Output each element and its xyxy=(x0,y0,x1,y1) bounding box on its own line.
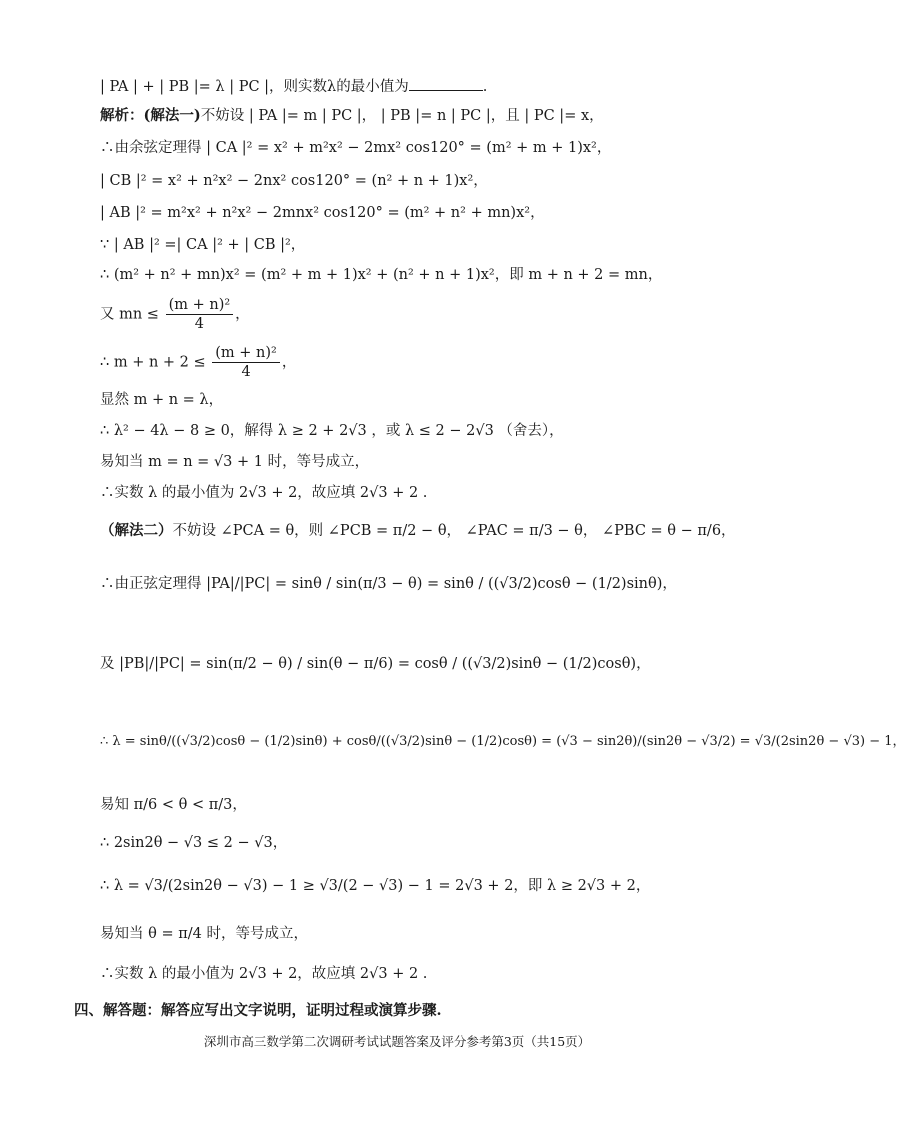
text: ∴由正弦定理得 |PA|/|PC| = sinθ / sin(π/3 − θ) = sinθ / ((√3/2)cosθ − (1/2)sinθ)， xyxy=(100,576,677,592)
denominator: 4 xyxy=(241,364,251,380)
text: . xyxy=(482,79,488,95)
pythagoras-line xyxy=(100,235,305,255)
text: 四、解答题：解答应写出文字说明，证明过程或演算步骤. xyxy=(74,1002,442,1019)
text: ， xyxy=(235,306,250,323)
text: 显然 m + n = λ， xyxy=(100,392,224,408)
quadratic-solve xyxy=(100,421,564,441)
solution2-intro xyxy=(100,521,736,541)
conclusion-2 xyxy=(100,964,427,984)
cosine-law-ab xyxy=(100,203,545,223)
text: 易知当 m = n = √3 + 1 时，等号成立， xyxy=(100,454,370,470)
text: | CB |² = x² + n²x² − 2nx² cos120° = (n² + n + 1)x²， xyxy=(100,173,488,189)
numerator: (m + n)² xyxy=(212,344,280,363)
sin-bound xyxy=(100,833,287,853)
text: ∴ m + n + 2 ≤ xyxy=(100,354,206,371)
text: 易知当 θ = π/4 时，等号成立， xyxy=(100,926,308,942)
lambda-def xyxy=(100,390,223,410)
text: ， xyxy=(281,354,297,371)
lambda-expression xyxy=(100,731,906,752)
cosine-law-cb xyxy=(100,171,488,191)
text: | AB |² = m²x² + n²x² − 2mnx² cos120° = (m² + n² + mn)x²， xyxy=(100,205,545,221)
equality-case-2 xyxy=(100,924,308,944)
theta-range xyxy=(100,795,247,815)
fraction xyxy=(166,296,234,333)
text: 又 mn ≤ xyxy=(100,306,159,323)
denominator: 4 xyxy=(194,316,204,332)
text: ∴实数 λ 的最小值为 2√3 + 2，故应填 2√3 + 2 . xyxy=(100,485,428,501)
text: ∴ λ = sinθ/((√3/2)cosθ − (1/2)sinθ) + cosθ/((√3/2)sinθ − (1/2)cosθ) = (√3 − sin2θ)/(sin2θ − √3/2) = √3/(2sin2θ − √3) − 1， xyxy=(100,734,906,749)
text: ∴ (m² + n² + mn)x² = (m² + m + 1)x² + (n² + n + 1)x²，即 m + n + 2 = mn， xyxy=(100,267,663,283)
text: ∴ 2sin2θ − √3 ≤ 2 − √3， xyxy=(100,835,288,851)
text: ∵ | AB |² =| CA |² + | CB |²， xyxy=(100,237,306,253)
text: ∴由余弦定理得 | CA |² = x² + m²x² − 2mx² cos120° = (m² + m + 1)x²， xyxy=(100,140,612,156)
equation-mn xyxy=(100,265,662,285)
solution-label: 解析：(解法一) xyxy=(100,107,201,124)
answer-blank xyxy=(409,76,483,91)
solution1-intro xyxy=(100,106,604,126)
solution-label: （解法二） xyxy=(100,522,173,539)
sine-law-pb xyxy=(100,654,651,674)
inequality-mn xyxy=(100,296,250,333)
text: 易知 π/6 < θ < π/3， xyxy=(100,797,247,813)
text: ∴实数 λ 的最小值为 2√3 + 2，故应填 2√3 + 2 . xyxy=(100,966,428,982)
cosine-law-ca xyxy=(100,138,611,158)
fraction xyxy=(212,344,280,381)
text: 不妨设 ∠PCA = θ，则 ∠PCB = π/2 − θ， ∠PAC = π/3 − θ， ∠PBC = θ − π/6， xyxy=(172,523,736,539)
lambda-bound xyxy=(100,876,650,896)
section-heading xyxy=(74,1001,442,1021)
numerator: (m + n)² xyxy=(166,296,234,315)
text: ∴ λ² − 4λ − 8 ≥ 0，解得 λ ≥ 2 + 2√3 ，或 λ ≤ 2 − 2√3 （舍去）， xyxy=(100,423,564,439)
equality-case xyxy=(100,452,369,472)
text: 不妨设 | PA |= m | PC |， | PB |= n | PC |，且 | PC |= x， xyxy=(200,108,604,124)
text: ∴ λ = √3/(2sin2θ − √3) − 1 ≥ √3/(2 − √3) − 1 = 2√3 + 2，即 λ ≥ 2√3 + 2， xyxy=(100,878,651,894)
page-footer: 深圳市高三数学第二次调研考试试题答案及评分参考第3页（共15页） xyxy=(203,1034,591,1049)
text: | PA | + | PB |= λ | PC |，则实数λ的最小值为 xyxy=(100,79,409,95)
sine-law-pa xyxy=(100,574,677,594)
conclusion-1 xyxy=(100,483,427,503)
problem-tail-line xyxy=(100,76,487,97)
inequality-sum xyxy=(100,344,296,381)
text: 及 |PB|/|PC| = sin(π/2 − θ) / sin(θ − π/6) = cosθ / ((√3/2)sinθ − (1/2)cosθ)， xyxy=(100,656,651,672)
